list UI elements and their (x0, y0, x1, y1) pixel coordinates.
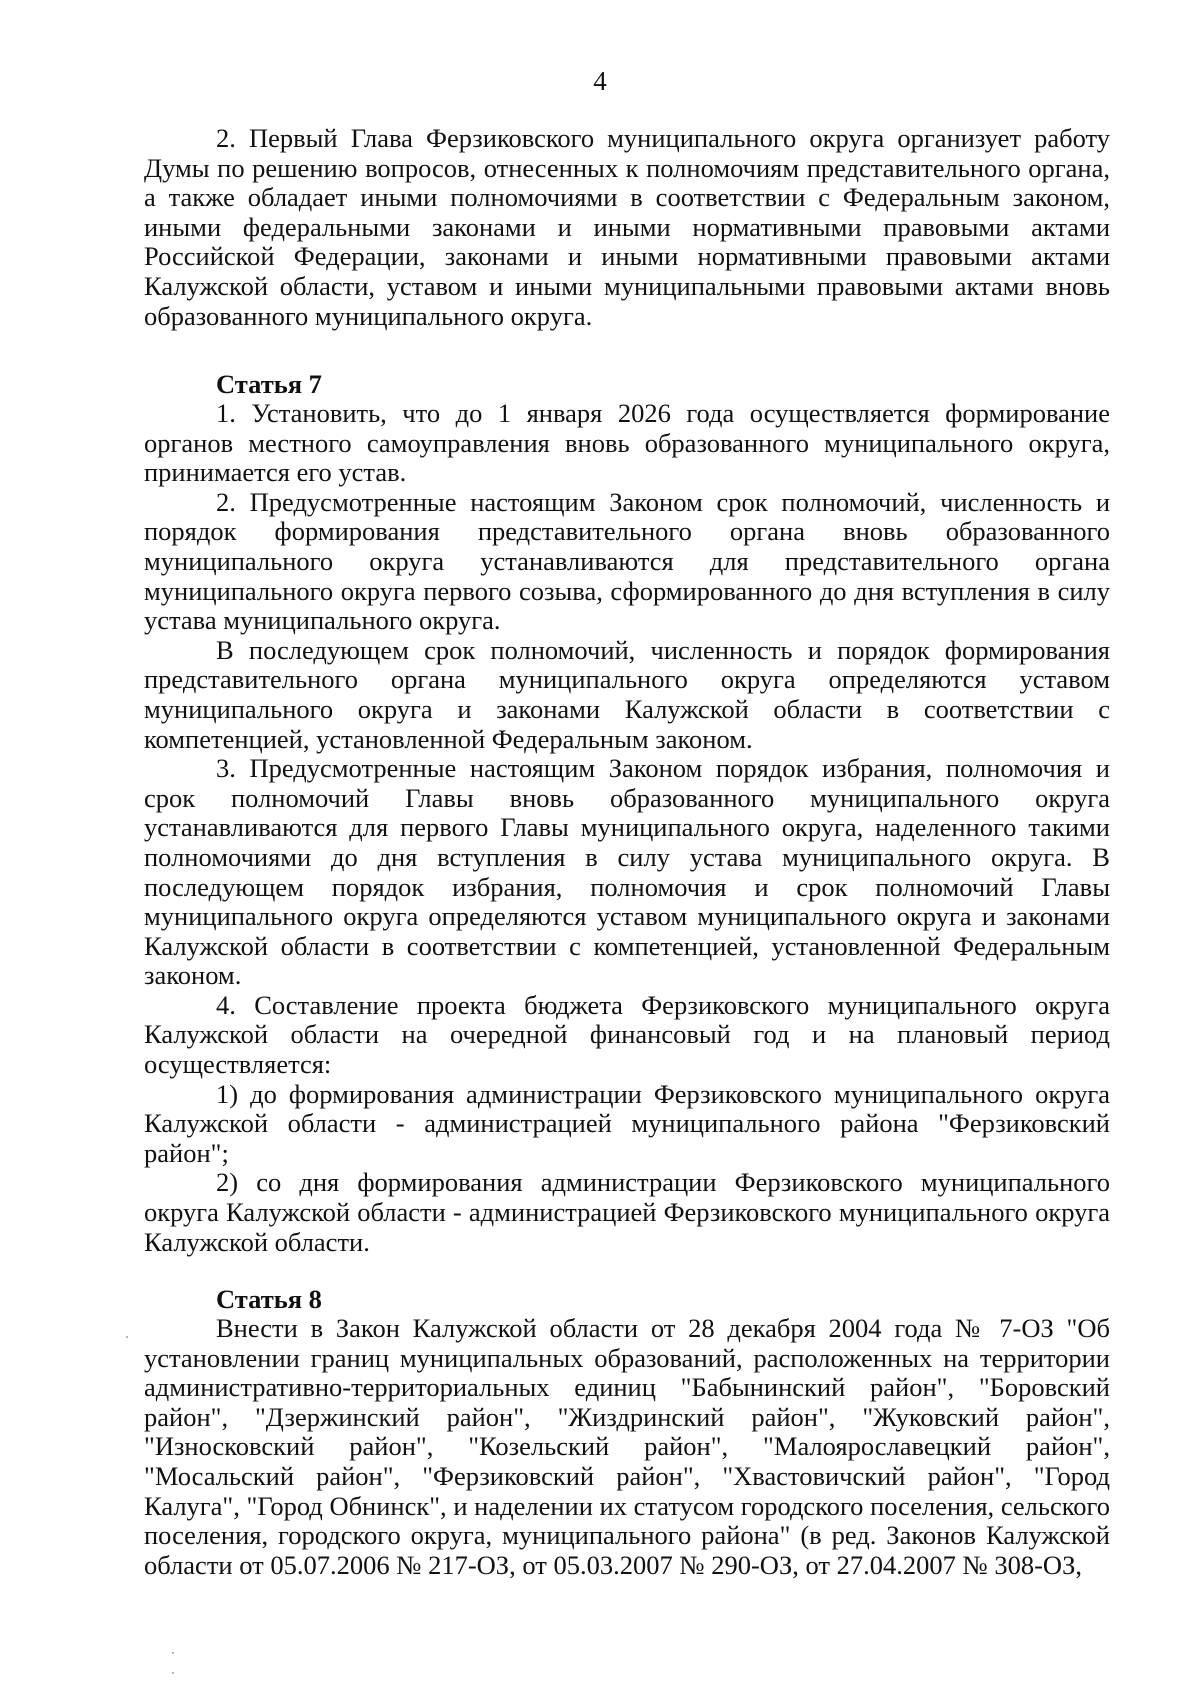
article-7 (144, 369, 1110, 1257)
article-6-continuation (144, 124, 1110, 331)
article-heading: Статья 8 (216, 1284, 322, 1314)
scan-speck (126, 1336, 128, 1338)
paragraph: 2. Первый Глава Ферзиковского муниципального округа организует работу Думы по решению вопросов, отнесенных к полномочиям представительного органа, а также обладает иными полномочиями в соответствии с Федеральным законом, иными федеральными законами и иными нормативными правовыми актами Российской Федерации, законами и иными нормативными правовыми актами Калужской области, уставом и иными муниципальными правовыми актами вновь образованного муниципального округа. (144, 123, 1110, 331)
paragraph: 1. Установить, что до 1 января 2026 года осуществляется формирование органов местного самоуправления вновь образованного муниципального округа, принимается его устав. (144, 398, 1110, 488)
paragraph: Внести в Закон Калужской области от 28 декабря 2004 года № 7-ОЗ "Об установлении границ муниципальных образований, расположенных на территории административно-территориальных единиц "Бабынинский район", "Боровский район", "Дзержинский район", "Жиздринский район", "Жуковский район", "Износковский район", "Козельский район", "Малоярославецкий район", "Мосальский район", "Ферзиковский район", "Хвастовичский район", "Город Калуга", "Город Обнинск", и наделении их статусом городского поселения, сельского поселения, городского округа, муниципального района" (в ред. Законов Калужской области от 05.07.2006 № 217-ОЗ, от 05.03.2007 № 290-ОЗ, от 27.04.2007 № 308-ОЗ, (144, 1313, 1110, 1580)
article-8 (144, 1284, 1110, 1580)
scan-speck (172, 1652, 174, 1654)
paragraph: 2) со дня формирования администрации Ферзиковского муниципального округа Калужской области - администрацией Ферзиковского муниципального округа Калужской области. (144, 1167, 1110, 1257)
paragraph: 1) до формирования администрации Ферзиковского муниципального округа Калужской области - администрацией муниципального района "Ферзиковский район"; (144, 1078, 1110, 1168)
paragraph: 2. Предусмотренные настоящим Законом срок полномочий, численность и порядок формирования представительного органа вновь образованного муниципального округа устанавливаются для представительного органа муниципального округа первого созыва, сформированного до дня вступления в силу устава муниципального округа. (144, 486, 1110, 636)
article-heading: Статья 7 (216, 369, 322, 399)
paragraph: В последующем срок полномочий, численность и порядок формирования представительного органа муниципального округа определяются уставом муниципального округа и законами Калужской области в соответствии с компетенцией, установленной Федеральным законом. (144, 634, 1110, 754)
scan-speck (172, 1672, 174, 1674)
paragraph: 4. Составление проекта бюджета Ферзиковского муниципального округа Калужской области на очередной финансовый год и на плановый период осуществляется: (144, 989, 1110, 1080)
paragraph: 3. Предусмотренные настоящим Законом порядок избрания, полномочия и срок полномочий Главы вновь образованного муниципального округа устанавливаются для первого Главы муниципального округа, наделенного такими полномочиями до дня вступления в силу устава муниципального округа. В последующем порядок избрания, полномочия и срок полномочий Главы муниципального округа определяются уставом муниципального округа и законами Калужской области в соответствии с компетенцией, установленной Федеральным законом. (144, 753, 1110, 991)
page-number: 4 (593, 66, 607, 96)
